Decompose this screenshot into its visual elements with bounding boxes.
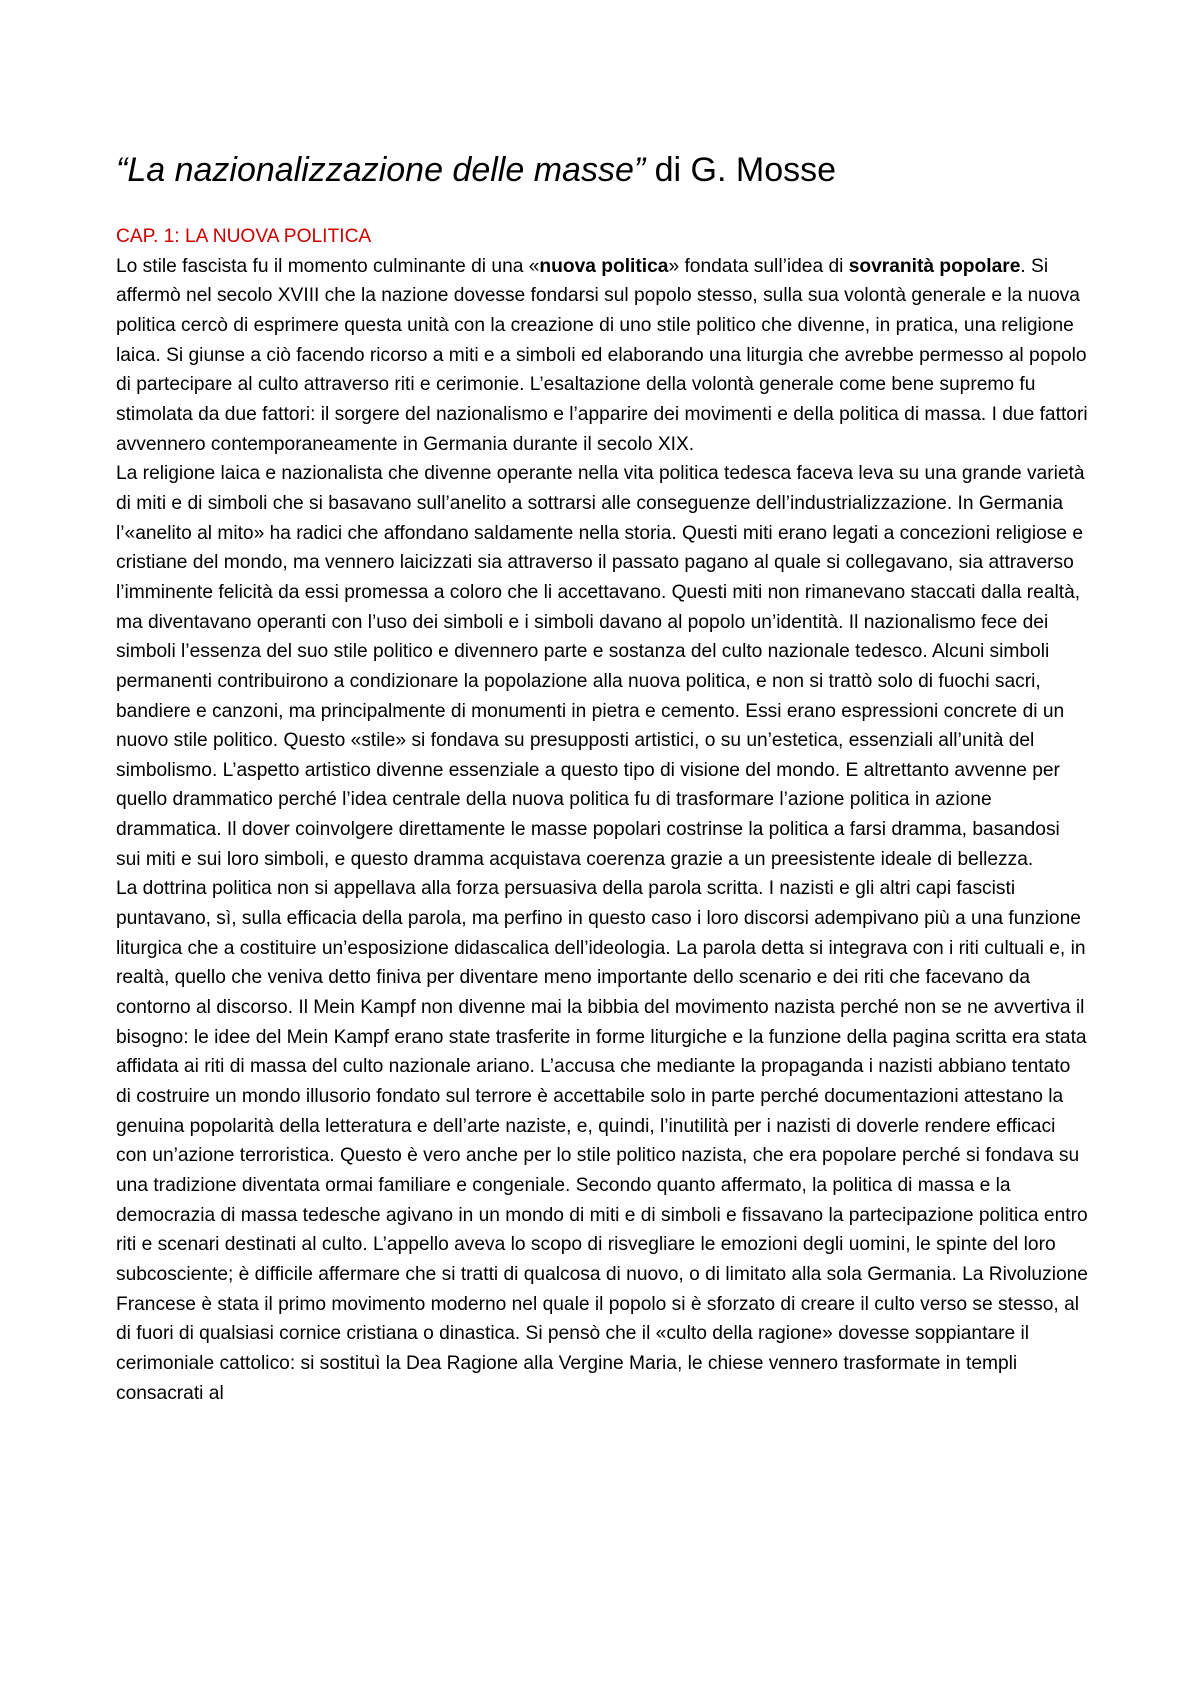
paragraph-1-intro: Lo stile fascista fu il momento culminante di una « [116, 255, 540, 277]
paragraph-1 [116, 252, 1088, 460]
paragraph-1-text: . Si affermò nel secolo XVIII che la nazione dovesse fondarsi sul popolo stesso, sulla sua volontà generale e la nuova politica cercò di esprimere questa unità con la creazione di uno stile politico che divenne, in pratica, una religione laica. Si giunse a ciò facendo ricorso a miti e a simboli ed elaborando una liturgia che avrebbe permesso al popolo di partecipare al culto attraverso riti e cerimonie. L’esaltazione della volontà generale come bene supremo fu stimolata da due fattori: il sorgere del nazionalismo e l’apparire dei movimenti e della politica di massa. I due fattori avvennero contemporaneamente in Germania durante il secolo XIX. [116, 255, 1088, 455]
paragraph-3: La dottrina politica non si appellava alla forza persuasiva della parola scritta. I nazisti e gli altri capi fascisti puntavano, sì, sulla efficacia della parola, ma perfino in questo caso i loro discorsi adempivano più a una funzione liturgica che a costituire un’esposizione didascalica dell’ideologia. La parola detta si integrava con i riti cultuali e, in realtà, quello che veniva detto finiva per diventare meno importante dello scenario e dei riti che facevano da contorno al discorso. Il Mein Kampf non divenne mai la bibbia del movimento nazista perché non se ne avvertiva il bisogno: le idee del Mein Kampf erano state trasferite in forme liturgiche e la funzione della pagina scritta era stata affidata ai riti di massa del culto nazionale ariano. L’accusa che mediante la propaganda i nazisti abbiano tentato di costruire un mondo illusorio fondato sul terrore è accettabile solo in parte perché documentazioni attestano la genuina popolarità della letteratura e dell’arte naziste, e, quindi, l’inutilità per i nazisti di doverle rendere efficaci con un’azione terroristica. Questo è vero anche per lo stile politico nazista, che era popolare perché si fondava su una tradizione diventata ormai familiare e congeniale. Secondo quanto affermato, la politica di massa e la democrazia di massa tedesche agivano in un mondo di miti e di simboli e fissavano la partecipazione politica entro riti e scenari destinati al culto. L’appello aveva lo scopo di risvegliare le emozioni degli uomini, le spinte del loro subcosciente; è difficile affermare che si tratti di qualcosa di nuovo, o di limitato alla sola Germania. La Rivoluzione Francese è stata il primo movimento moderno nel quale il popolo si è sforzato di creare il culto verso se stesso, al di fuori di qualsiasi cornice cristiana o dinastica. Si pensò che il «culto della ragione» dovesse soppiantare il cerimoniale cattolico: si sostituì la Dea Ragione alla Vergine Maria, le chiese vennero trasformate in templi consacrati al [116, 878, 1088, 1404]
document-title [116, 148, 836, 192]
document-body [116, 222, 1088, 1408]
title-author: di G. Mosse [645, 151, 837, 189]
paragraph-1-mid: » fondata sull’idea di [668, 255, 849, 277]
paragraph-2: La religione laica e nazionalista che divenne operante nella vita politica tedesca faceva leva su una grande varietà di miti e di simboli che si basavano sull’anelito a sottrarsi alle conseguenze dell’industrializzazione. In Germania l’«anelito al mito» ha radici che affondano saldamente nella storia. Questi miti erano legati a concezioni religiose e cristiane del mondo, ma vennero laicizzati sia attraverso il passato pagano al quale si collegavano, sia attraverso l’imminente felicità da essi promessa a coloro che li accettavano. Questi miti non rimanevano staccati dalla realtà, ma diventavano operanti con l’uso dei simboli e i simboli davano al popolo un’identità. Il nazionalismo fece dei simboli l’essenza del suo stile politico e divennero parte e sostanza del culto nazionale tedesco. Alcuni simboli permanenti contribuirono a condizionare la popolazione alla nuova politica, e non si trattò solo di fuochi sacri, bandiere e canzoni, ma principalmente di monumenti in pietra e cemento. Essi erano espressioni concrete di un nuovo stile politico. Questo «stile» si fondava su presupposti artistici, o su un’estetica, essenziali all’unità del simbolismo. L’aspetto artistico divenne essenziale a questo tipo di visione del mondo. E altrettanto avvenne per quello drammatico perché l’idea centrale della nuova politica fu di trasformare l’azione politica in azione drammatica. Il dover coinvolgere direttamente le masse popolari costrinse la politica a farsi dramma, basandosi sui miti e sui loro simboli, e questo dramma acquistava coerenza grazie a un preesistente ideale di bellezza. [116, 463, 1085, 870]
term-sovranita-popolare: sovranità popolare [848, 255, 1021, 277]
title-book-name: “La nazionalizzazione delle masse” [116, 151, 646, 189]
chapter-heading: CAP. 1: LA NUOVA POLITICA [116, 226, 372, 247]
term-nuova-politica: nuova politica [539, 255, 669, 277]
